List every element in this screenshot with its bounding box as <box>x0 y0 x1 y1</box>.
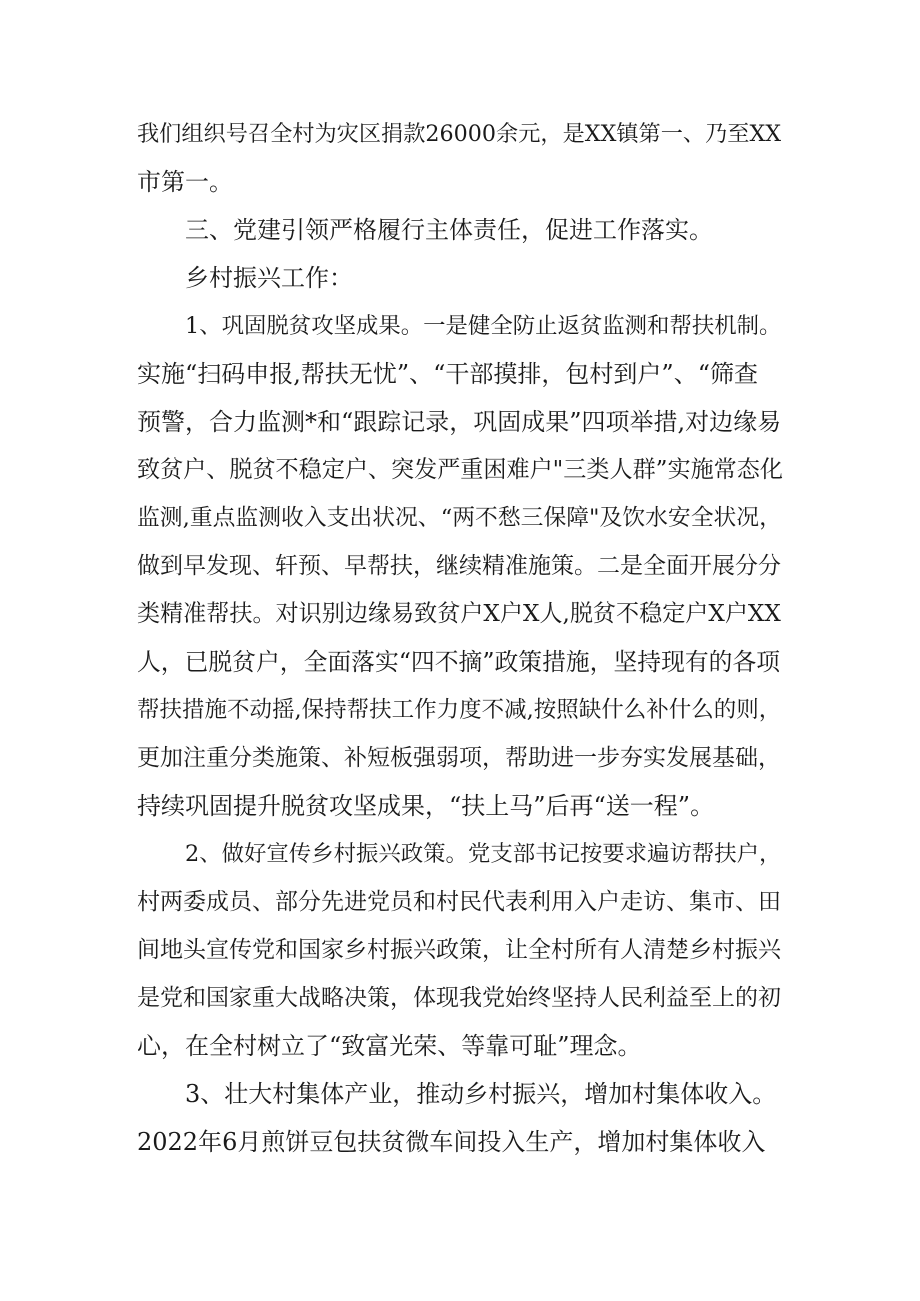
text-line: 我们组织号召全村为灾区捐款26000余元，是XX镇第一、乃至XX <box>137 121 782 147</box>
text-line: 持续巩固提升脱贫攻坚成果，“扶上马”后再“送一程”。 <box>137 792 715 820</box>
text-line: 2、做好宣传乡村振兴政策。党支部书记按要求遍访帮扶户， <box>185 841 782 867</box>
text-line: 2022年6月煎饼豆包扶贫微车间投入生产，增加村集体收入 <box>137 1128 766 1156</box>
text-line: 更加注重分类施策、补短板强弱项，帮助进一步夯实发展基础， <box>137 745 781 771</box>
text-line: 是党和国家重大战略决策，体现我党始终坚持人民利益至上的初 <box>137 985 781 1011</box>
text-line: 间地头宣传党和国家乡村振兴政策，让全村所有人清楚乡村振兴 <box>137 937 781 963</box>
subsection-heading: 乡村振兴工作： <box>185 264 353 292</box>
text-line: 1、巩固脱贫攻坚成果。一是健全防止返贫监测和帮扶机制。 <box>185 313 782 339</box>
text-line: 3、壮大村集体产业，推动乡村振兴，增加村集体收入。 <box>185 1080 777 1108</box>
text-line: 致贫户、脱贫不稳定户、突发严重困难户"三类人群”实施常态化 <box>137 457 783 483</box>
text-line: 预警，合力监测*和“跟踪记录，巩固成果”四项举措,对边缘易 <box>137 408 782 436</box>
text-line: 监测,重点监测收入支出状况、“两不愁三保障"及饮水安全状况， <box>137 505 782 531</box>
text-line: 帮扶措施不动摇,保持帮扶工作力度不减,按照缺什么补什么的则， <box>137 697 782 723</box>
text-line: 村两委成员、部分先进党员和村民代表利用入户走访、集市、田 <box>137 889 781 915</box>
text-line: 市第一。 <box>137 168 233 196</box>
text-line: 实施“扫码申报,帮扶无忧”、“干部摸排，包村到户”、“筛查 <box>137 360 758 388</box>
text-line: 人，已脱贫户，全面落实“四不摘”政策措施，坚持现有的各项 <box>137 648 781 676</box>
text-line: 类精准帮扶。对识别边缘易致贫户X户X人,脱贫不稳定户X户XX <box>137 601 781 627</box>
text-line: 做到早发现、轩预、早帮扶，继续精准施策。二是全面开展分分 <box>137 553 781 579</box>
text-line: 心，在全村树立了“致富光荣、等靠可耻”理念。 <box>137 1032 642 1060</box>
section-heading: 三、党建引领严格履行主体责任，促进工作落实。 <box>185 216 713 244</box>
